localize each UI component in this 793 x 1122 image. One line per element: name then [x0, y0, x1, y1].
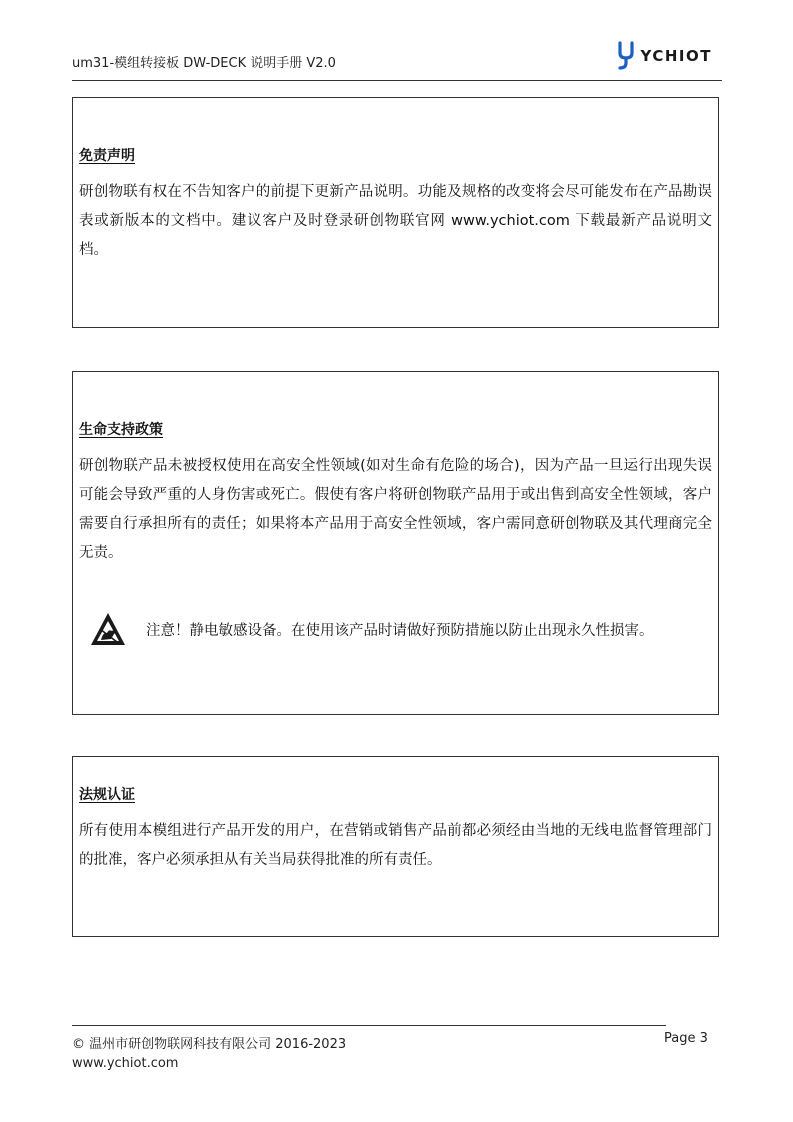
regulatory-box	[72, 756, 719, 937]
esd-notice-text: 注意！静电敏感设备。在使用该产品时请做好预防措施以防止出现永久性损害。	[146, 622, 654, 639]
life-support-heading: 生命支持政策	[79, 422, 163, 438]
logo-text: YCHIOT	[640, 47, 712, 65]
regulatory-body: 所有使用本模组进行产品开发的用户，在营销或销售产品前都必须经由当地的无线电监督管理部门的批准，客户必须承担从有关当局获得批准的所有责任。	[79, 823, 712, 868]
disclaimer-box	[72, 97, 719, 328]
website-link[interactable]: www.ychiot.com	[72, 1056, 179, 1071]
page-number: Page 3	[664, 1031, 708, 1046]
copyright-text: © 温州市研创物联网科技有限公司 2016-2023	[72, 1037, 347, 1052]
life-support-body: 研创物联产品未被授权使用在高安全性领域(如对生命有危险的场合)，因为产品一旦运行出现失误可能会导致严重的人身伤害或死亡。假使有客户将研创物联产品用于或出售到高安全性领域，客户需要自行承担所有的责任；如果将本产品用于高安全性领域，客户需同意研创物联及其代理商完全无责。	[79, 458, 712, 561]
document-title: um31-模组转接板 DW-DECK 说明手册 V2.0	[72, 56, 336, 71]
page-header	[72, 40, 722, 81]
esd-notice	[90, 612, 654, 646]
company-logo	[617, 40, 712, 72]
regulatory-heading: 法规认证	[79, 787, 135, 803]
disclaimer-heading: 免责声明	[79, 148, 135, 164]
esd-warning-icon	[90, 612, 126, 646]
ychiot-logo-icon	[617, 41, 635, 71]
life-support-box	[72, 371, 719, 715]
footer-divider	[72, 1025, 666, 1026]
disclaimer-body: 研创物联有权在不告知客户的前提下更新产品说明。功能及规格的改变将会尽可能发布在产品勘误表或新版本的文档中。建议客户及时登录研创物联官网 www.ychiot.com 下载最新产品说明文档。	[79, 184, 712, 258]
page-footer	[72, 1025, 722, 1085]
